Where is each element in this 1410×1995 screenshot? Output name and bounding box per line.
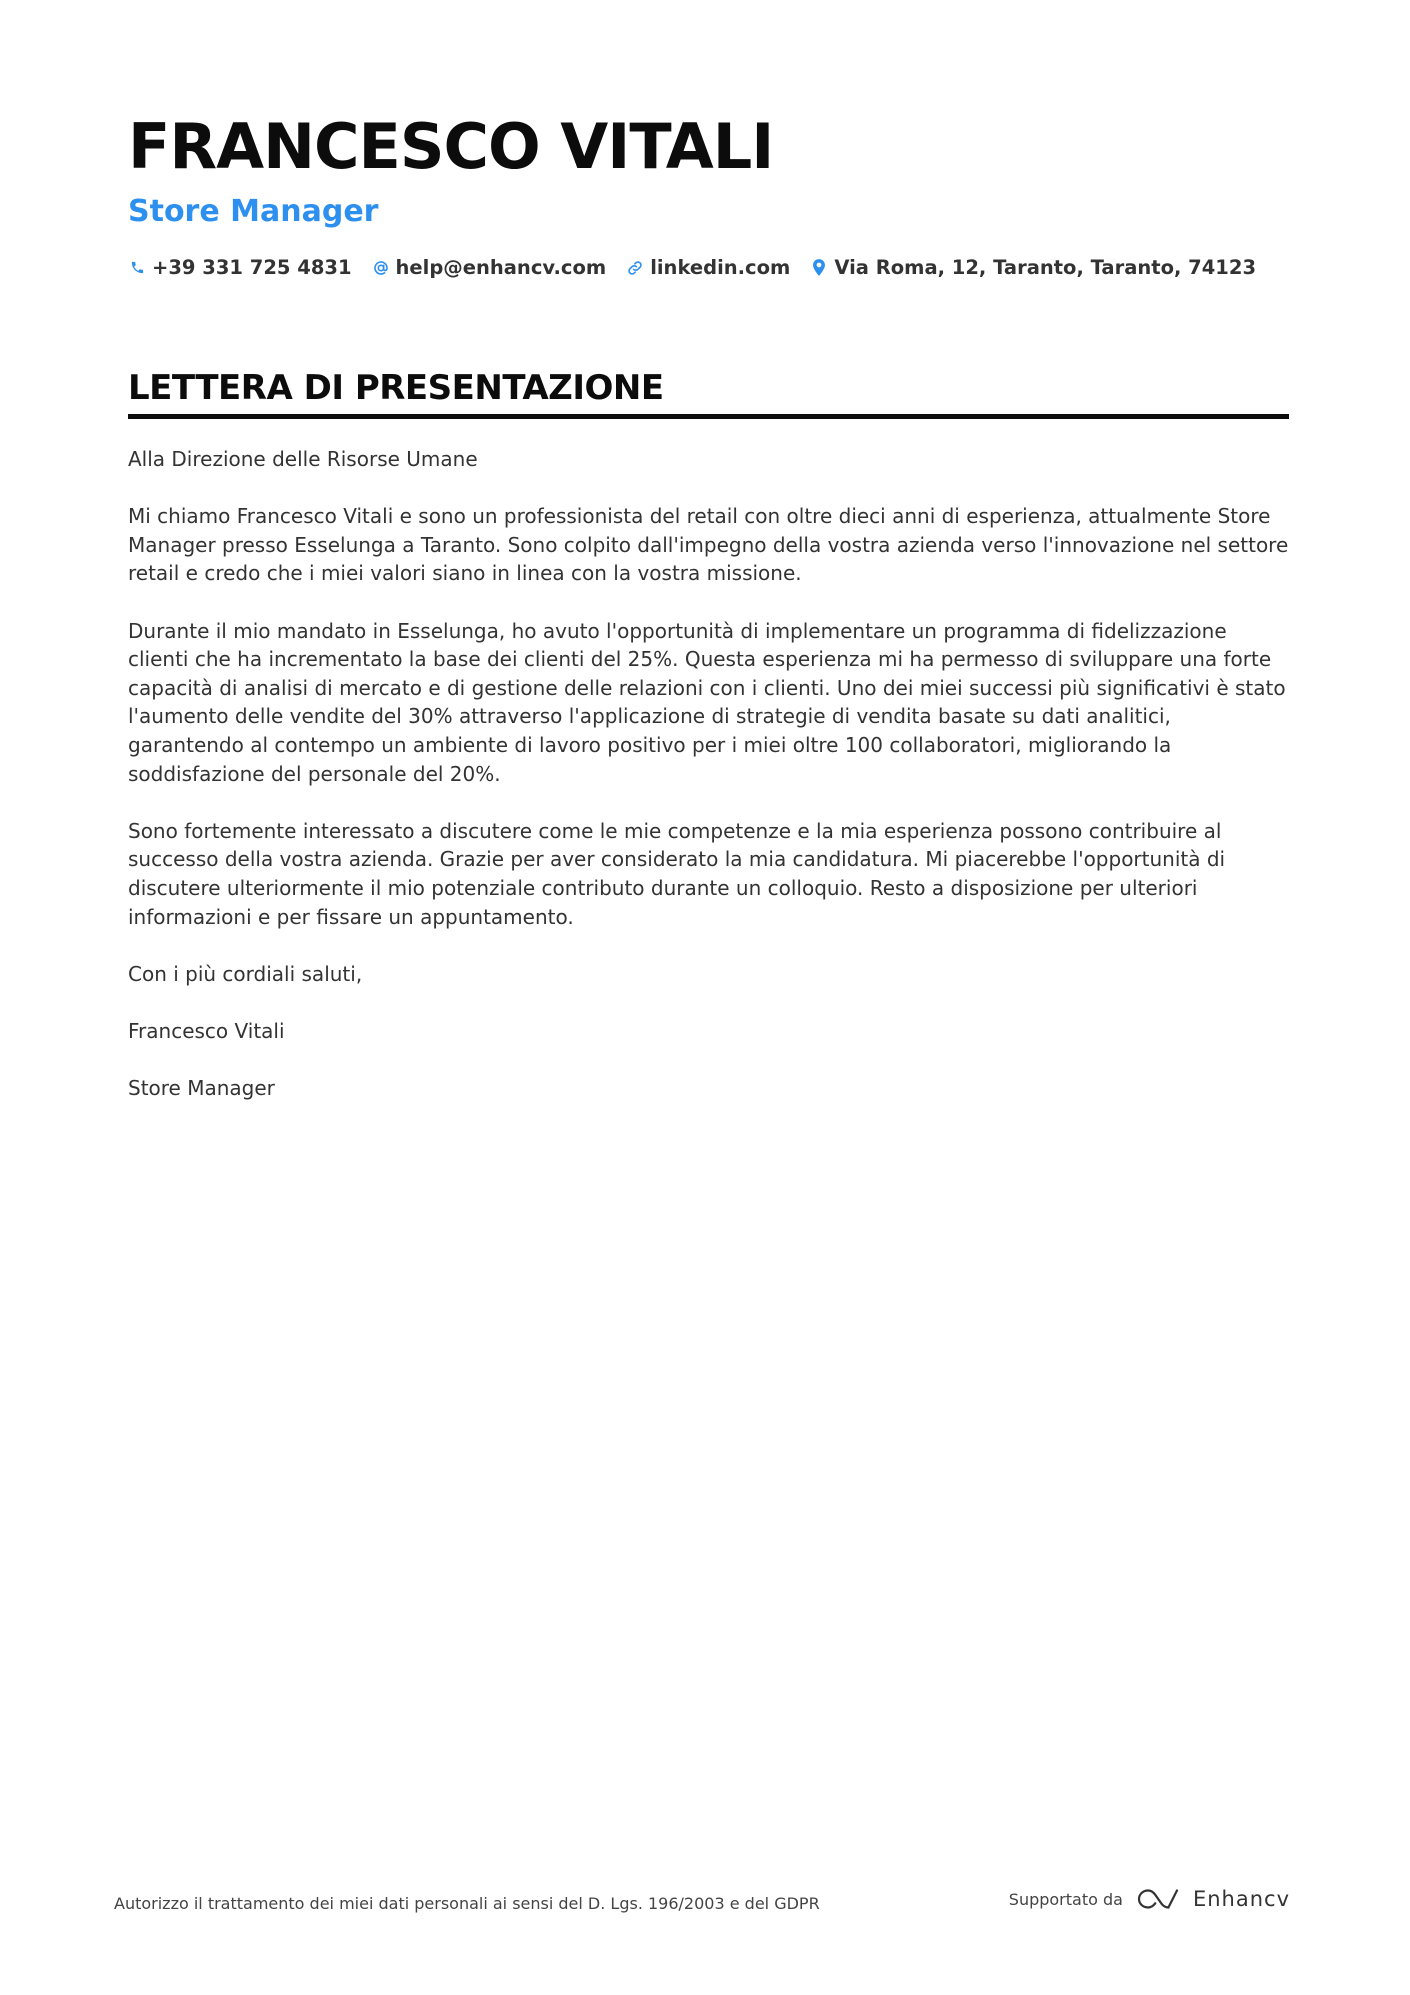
contact-bar [128, 256, 1288, 279]
contact-phone-text: +39 331 725 4831 [152, 256, 352, 279]
section-title: LETTERA DI PRESENTAZIONE [128, 364, 1289, 419]
enhancv-logo-icon [1135, 1886, 1181, 1912]
header [128, 108, 1288, 279]
phone-icon [128, 259, 146, 277]
contact-email-text[interactable]: help@enhancv.com [395, 256, 607, 279]
letter-body [128, 445, 1289, 1103]
location-pin-icon [810, 259, 828, 277]
contact-linkedin-text[interactable]: linkedin.com [650, 256, 791, 279]
letter-paragraph: Durante il mio mandato in Esselunga, ho avuto l'opportunità di implementare un programma di fidelizzazione clienti che ha incrementato la base dei clienti del 25%. Questa esperienza mi ha permesso di sviluppare una forte capacità di analisi di mercato e di gestione delle relazioni con i clienti. Uno dei miei successi più significativi è stato l'aumento delle vendite del 30% attraverso l'applicazione di strategie di vendita basate su dati analitici, garantendo al contempo un ambiente di lavoro positivo per i miei oltre 100 collaboratori, migliorando la soddisfazione del personale del 20%. [128, 618, 1286, 786]
signature-name: Francesco Vitali [128, 1018, 285, 1043]
letter-paragraph: Sono fortemente interessato a discutere come le mie competenze e la mia esperienza possono contribuire al successo della vostra azienda. Grazie per aver considerato la mia candidatura. Mi piacerebbe l'opportunità di discutere ulteriormente il mio potenziale contributo durante un colloquio. Resto a disposizione per ulteriori informazioni e per fissare un appuntamento. [128, 818, 1226, 929]
contact-address-text: Via Roma, 12, Taranto, Taranto, 74123 [834, 256, 1257, 279]
enhancv-brand-name: Enhancv [1192, 1887, 1290, 1911]
supported-by-label: Supportato da [1008, 1889, 1123, 1909]
at-icon [372, 259, 390, 277]
letter-paragraph: Mi chiamo Francesco Vitali e sono un professionista del retail con oltre dieci anni di esperienza, attualmente Store Manager presso Esselunga a Taranto. Sono colpito dall'impegno della vostra azienda verso l'innovazione nel settore retail e credo che i miei valori siano in linea con la vostra missione. [128, 504, 1289, 586]
contact-linkedin[interactable] [626, 256, 790, 279]
candidate-name: FRANCESCO VITALI [128, 110, 774, 183]
letter-closing: Con i più cordiali saluti, [128, 961, 363, 986]
cover-letter-section [128, 364, 1289, 1131]
contact-phone [128, 256, 352, 279]
contact-email[interactable] [372, 256, 607, 279]
letter-greeting: Alla Direzione delle Risorse Umane [128, 447, 478, 471]
powered-by[interactable] [1009, 1886, 1290, 1912]
privacy-consent: Autorizzo il trattamento dei miei dati personali ai sensi del D. Lgs. 196/2003 e del GDPR [114, 1894, 820, 1913]
contact-address [810, 256, 1256, 279]
signature-role: Store Manager [128, 1076, 275, 1101]
candidate-role: Store Manager [128, 194, 379, 229]
link-icon [626, 259, 644, 277]
